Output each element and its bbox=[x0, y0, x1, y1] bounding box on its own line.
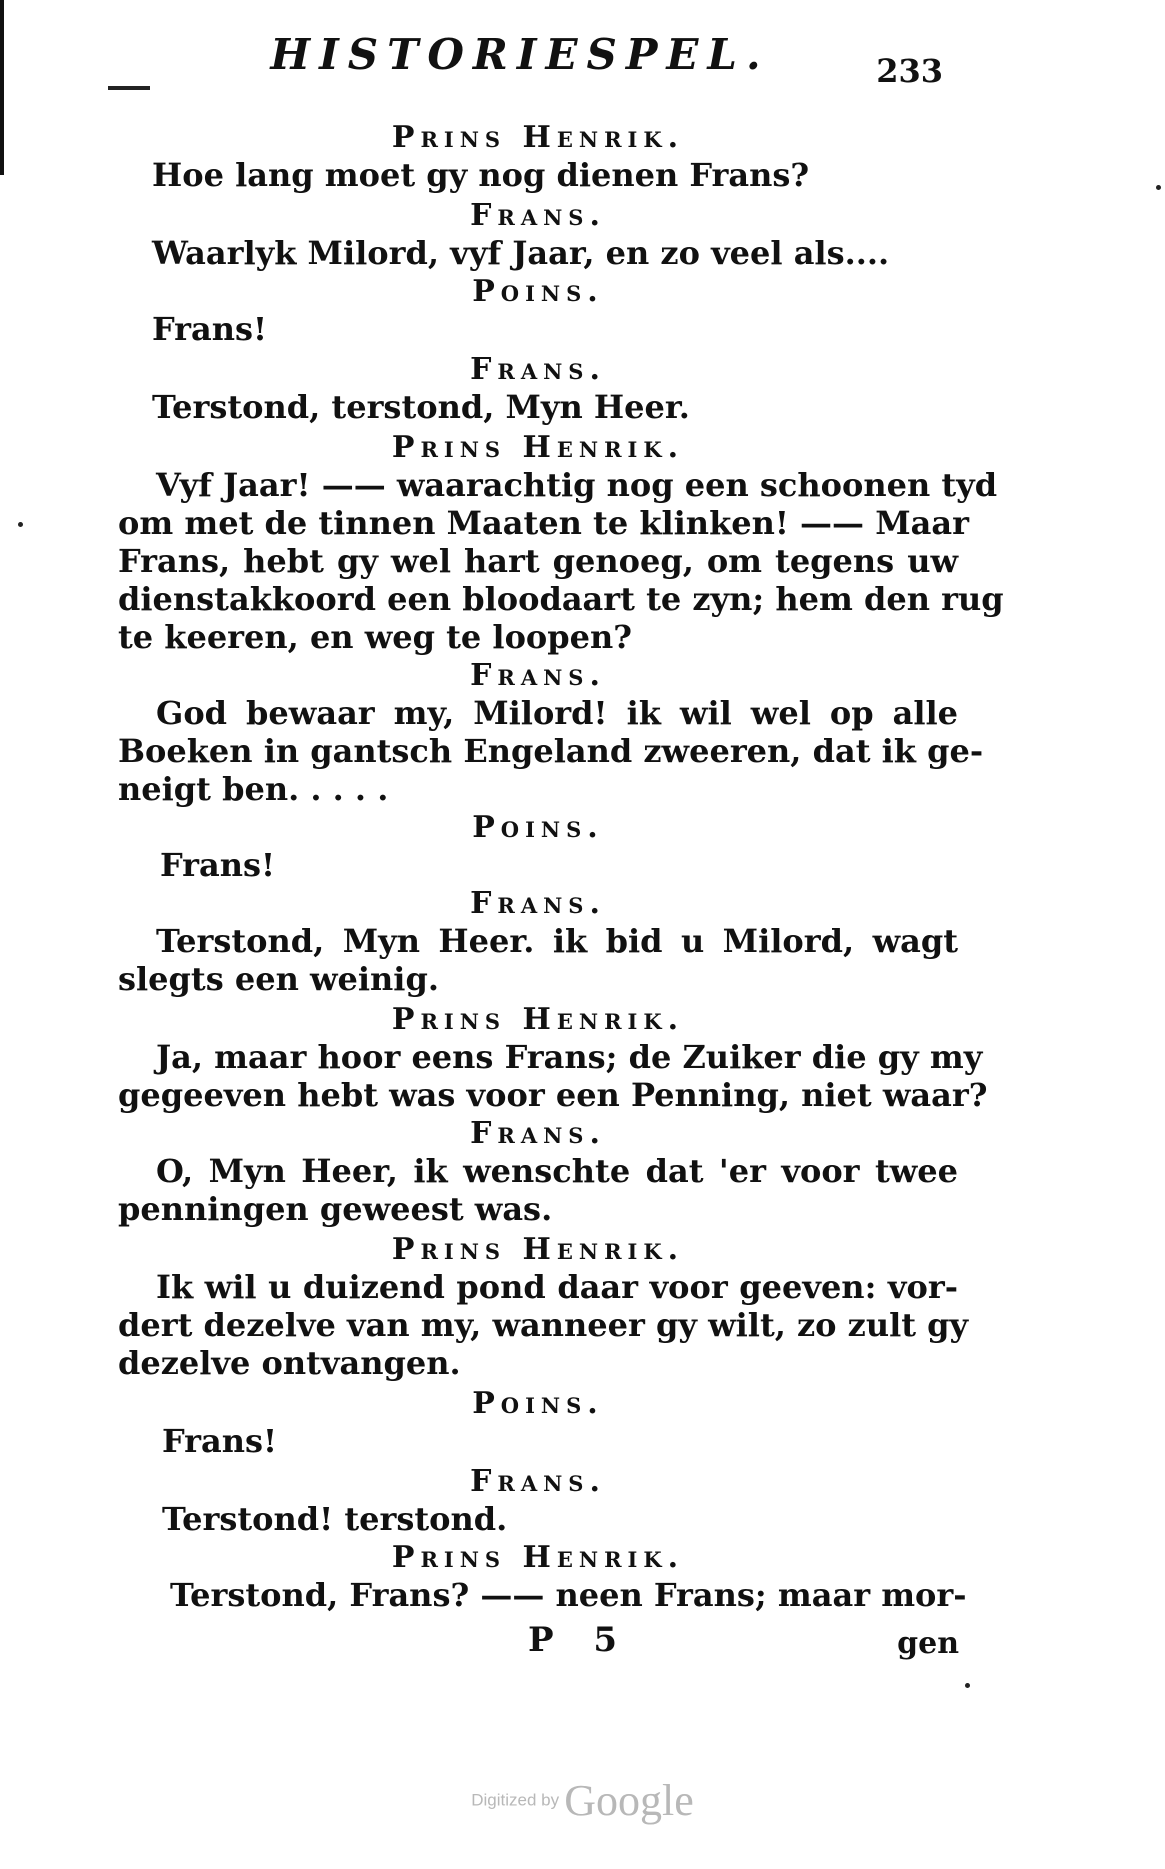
speech-block bbox=[118, 274, 958, 348]
dialogue-line: Frans, hebt gy wel hart genoeg, om tegens uw bbox=[118, 542, 958, 580]
speech-block bbox=[118, 430, 1004, 656]
speaker-name: Frans. bbox=[470, 352, 606, 387]
page-edge-mark bbox=[108, 86, 150, 90]
dialogue-line: O, Myn Heer, ik wenschte dat 'er voor twee bbox=[156, 1152, 958, 1190]
dialogue-line: Terstond! terstond. bbox=[162, 1500, 508, 1538]
google-logo: Google bbox=[564, 1776, 694, 1825]
speaker-name: Poins. bbox=[472, 810, 604, 845]
dialogue-line: neigt ben. . . . . bbox=[118, 770, 389, 808]
speaker-name: Frans. bbox=[470, 1464, 606, 1499]
page-edge-line bbox=[0, 0, 4, 175]
dialogue-line: Frans! bbox=[152, 310, 268, 348]
speech-block bbox=[118, 810, 958, 884]
speech-block bbox=[118, 658, 984, 808]
speaker-name: Frans. bbox=[470, 198, 606, 233]
speech-block bbox=[118, 1386, 958, 1460]
speech-block bbox=[118, 886, 958, 998]
speech-block bbox=[118, 1232, 969, 1382]
speech-block bbox=[118, 1464, 958, 1538]
ink-speck bbox=[18, 522, 23, 527]
speaker-name: Prins Henrik. bbox=[391, 430, 685, 465]
dialogue-line: Boeken in gantsch Engeland zweeren, dat ik ge- bbox=[118, 732, 984, 770]
ink-speck bbox=[1156, 185, 1161, 190]
speaker-name: Frans. bbox=[470, 886, 606, 921]
speaker-name: Prins Henrik. bbox=[391, 1540, 685, 1575]
page-footer bbox=[0, 1620, 1165, 1670]
catchword: gen bbox=[897, 1626, 959, 1661]
speaker-name: Frans. bbox=[470, 1116, 606, 1151]
dialogue-line: Terstond, terstond, Myn Heer. bbox=[152, 388, 690, 426]
speaker-name: Prins Henrik. bbox=[391, 1002, 685, 1037]
dialogue-line: om met de tinnen Maaten te klinken! —— Maar bbox=[118, 504, 969, 542]
dialogue-line: te keeren, en weg te loopen? bbox=[118, 618, 632, 656]
speaker-name: Prins Henrik. bbox=[391, 1232, 685, 1267]
speaker-name: Frans. bbox=[470, 658, 606, 693]
dialogue-line: Ja, maar hoor eens Frans; de Zuiker die gy my bbox=[156, 1038, 983, 1076]
speech-block bbox=[118, 120, 958, 194]
speech-block bbox=[118, 352, 958, 426]
dialogue-line: gegeeven hebt was voor een Penning, niet waar? bbox=[118, 1076, 988, 1114]
ink-speck bbox=[965, 1683, 970, 1688]
speaker-name: Poins. bbox=[472, 274, 604, 309]
dialogue-line: Vyf Jaar! —— waarachtig nog een schoonen tyd bbox=[156, 466, 998, 504]
speaker-name: Poins. bbox=[472, 1386, 604, 1421]
dialogue-line: God bewaar my, Milord! ik wil wel op alle bbox=[156, 694, 958, 732]
dialogue-line: Terstond, Myn Heer. ik bid u Milord, wagt bbox=[156, 922, 958, 960]
speaker-name: Prins Henrik. bbox=[391, 120, 685, 155]
dialogue-line: dert dezelve van my, wanneer gy wilt, zo zult gy bbox=[118, 1306, 969, 1344]
dialogue-line: dezelve ontvangen. bbox=[118, 1344, 461, 1382]
speech-block bbox=[118, 198, 958, 272]
dialogue-line: Frans! bbox=[162, 1422, 278, 1460]
speech-block bbox=[118, 1116, 958, 1228]
watermark-prefix: Digitized by bbox=[471, 1790, 560, 1810]
dialogue-line: Waarlyk Milord, vyf Jaar, en zo veel als.... bbox=[152, 234, 890, 272]
speech-block bbox=[118, 1002, 988, 1114]
dialogue-line: dienstakkoord een bloodaart te zyn; hem den rug bbox=[118, 580, 1004, 618]
page-number: 233 bbox=[876, 52, 943, 90]
dialogue-line: Hoe lang moet gy nog dienen Frans? bbox=[152, 156, 810, 194]
dialogue-line: Terstond, Frans? —— neen Frans; maar mor- bbox=[170, 1576, 967, 1614]
running-head: HISTORIESPEL. bbox=[270, 30, 770, 79]
dialogue-line: slegts een weinig. bbox=[118, 960, 439, 998]
digitized-watermark bbox=[0, 1775, 1165, 1826]
dialogue-line: Ik wil u duizend pond daar voor geeven: vor- bbox=[156, 1268, 958, 1306]
dialogue-line: penningen geweest was. bbox=[118, 1190, 553, 1228]
dialogue-line: Frans! bbox=[160, 846, 276, 884]
speech-block bbox=[118, 1540, 967, 1614]
signature-mark: P 5 bbox=[528, 1620, 632, 1660]
